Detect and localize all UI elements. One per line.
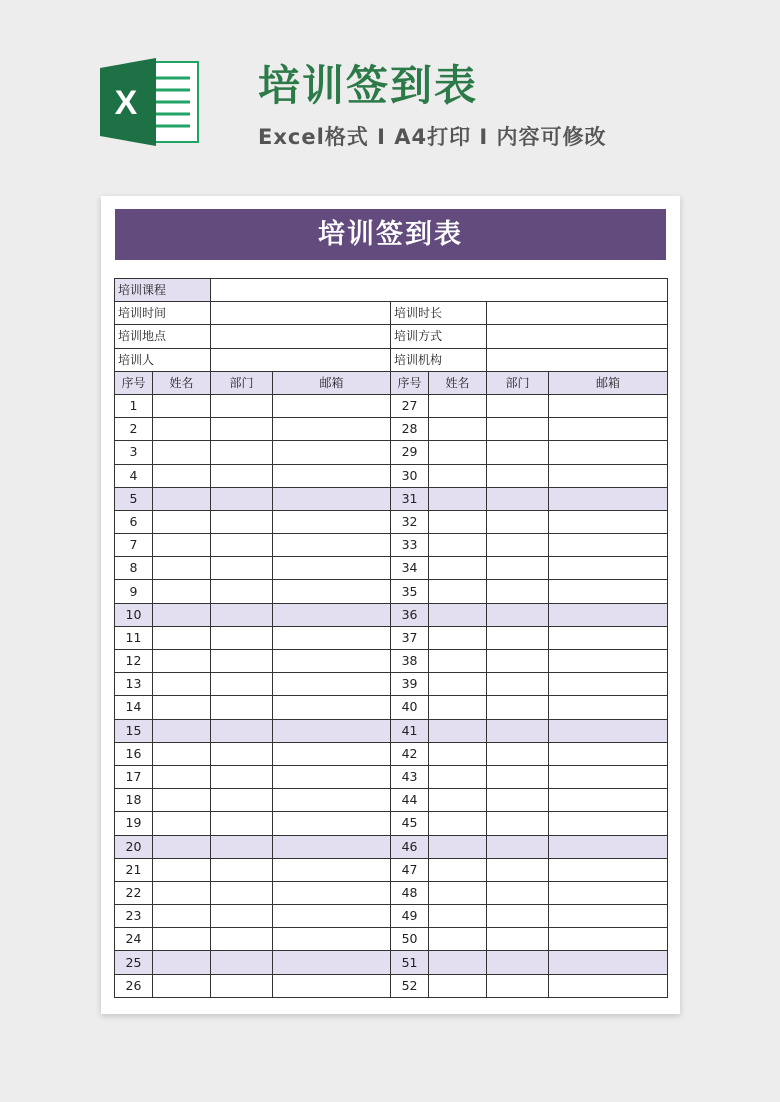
dept-cell[interactable] (211, 510, 273, 533)
email-cell[interactable] (549, 580, 668, 603)
row-number: 9 (115, 580, 153, 603)
dept-cell[interactable] (487, 394, 549, 417)
email-cell[interactable] (549, 487, 668, 510)
dept-cell[interactable] (211, 719, 273, 742)
table-row (115, 858, 668, 881)
dept-cell[interactable] (211, 951, 273, 974)
email-cell[interactable] (273, 835, 391, 858)
table-row (115, 394, 668, 417)
dept-cell[interactable] (211, 603, 273, 626)
dept-cell[interactable] (211, 974, 273, 997)
email-cell[interactable] (273, 881, 391, 904)
table-row (115, 789, 668, 812)
table-row (115, 557, 668, 580)
name-cell[interactable] (429, 951, 487, 974)
name-cell[interactable] (429, 650, 487, 673)
email-cell[interactable] (273, 626, 391, 649)
dept-cell[interactable] (487, 464, 549, 487)
name-cell[interactable] (153, 603, 211, 626)
row-number: 40 (391, 696, 429, 719)
email-cell[interactable] (273, 487, 391, 510)
email-cell[interactable] (273, 742, 391, 765)
name-cell[interactable] (153, 626, 211, 649)
dept-cell[interactable] (211, 650, 273, 673)
row-number: 38 (391, 650, 429, 673)
row-number: 52 (391, 974, 429, 997)
email-cell[interactable] (549, 510, 668, 533)
row-number: 45 (391, 812, 429, 835)
email-cell[interactable] (273, 464, 391, 487)
name-cell[interactable] (429, 719, 487, 742)
dept-cell[interactable] (211, 418, 273, 441)
row-number: 33 (391, 534, 429, 557)
table-row (115, 418, 668, 441)
email-cell[interactable] (549, 789, 668, 812)
dept-cell[interactable] (487, 580, 549, 603)
label-person: 培训人 (115, 348, 211, 371)
info-row-time (115, 302, 668, 325)
row-number: 34 (391, 557, 429, 580)
table-row (115, 881, 668, 904)
row-number: 49 (391, 905, 429, 928)
email-cell[interactable] (273, 696, 391, 719)
dept-cell[interactable] (211, 858, 273, 881)
row-number: 31 (391, 487, 429, 510)
dept-cell[interactable] (211, 905, 273, 928)
email-cell[interactable] (549, 858, 668, 881)
dept-cell[interactable] (487, 881, 549, 904)
dept-cell[interactable] (487, 928, 549, 951)
table-row (115, 928, 668, 951)
dept-cell[interactable] (211, 673, 273, 696)
email-cell[interactable] (273, 789, 391, 812)
col-header-name: 姓名 (153, 371, 211, 394)
table-row (115, 765, 668, 788)
email-cell[interactable] (549, 742, 668, 765)
email-cell[interactable] (549, 534, 668, 557)
value-person[interactable] (211, 348, 391, 371)
email-cell[interactable] (273, 928, 391, 951)
excel-logo-letter: X (114, 84, 138, 122)
email-cell[interactable] (273, 557, 391, 580)
name-cell[interactable] (429, 510, 487, 533)
email-cell[interactable] (273, 765, 391, 788)
row-number: 4 (115, 464, 153, 487)
dept-cell[interactable] (487, 905, 549, 928)
dept-cell[interactable] (487, 696, 549, 719)
dept-cell[interactable] (487, 812, 549, 835)
table-row (115, 487, 668, 510)
row-number: 19 (115, 812, 153, 835)
name-cell[interactable] (429, 789, 487, 812)
name-cell[interactable] (429, 487, 487, 510)
col-header-dept: 部门 (487, 371, 549, 394)
name-cell[interactable] (429, 905, 487, 928)
email-cell[interactable] (549, 765, 668, 788)
signin-table (114, 278, 668, 998)
table-row (115, 974, 668, 997)
name-cell[interactable] (429, 974, 487, 997)
row-number: 12 (115, 650, 153, 673)
row-number: 22 (115, 881, 153, 904)
dept-cell[interactable] (487, 742, 549, 765)
email-cell[interactable] (549, 626, 668, 649)
table-row (115, 951, 668, 974)
email-cell[interactable] (273, 418, 391, 441)
email-cell[interactable] (549, 441, 668, 464)
dept-cell[interactable] (211, 789, 273, 812)
row-number: 13 (115, 673, 153, 696)
email-cell[interactable] (273, 603, 391, 626)
table-row (115, 441, 668, 464)
dept-cell[interactable] (211, 580, 273, 603)
name-cell[interactable] (429, 603, 487, 626)
row-number: 37 (391, 626, 429, 649)
dept-cell[interactable] (211, 812, 273, 835)
info-row-location (115, 325, 668, 348)
table-row (115, 534, 668, 557)
row-number: 16 (115, 742, 153, 765)
row-number: 10 (115, 603, 153, 626)
name-cell[interactable] (429, 928, 487, 951)
page-subtitle: Excel格式 I A4打印 I 内容可修改 (258, 125, 607, 149)
dept-cell[interactable] (211, 441, 273, 464)
value-org[interactable] (487, 348, 668, 371)
sheet-title: 培训签到表 (115, 209, 666, 260)
row-number: 2 (115, 418, 153, 441)
row-number: 32 (391, 510, 429, 533)
dept-cell[interactable] (211, 742, 273, 765)
name-cell[interactable] (153, 719, 211, 742)
row-number: 44 (391, 789, 429, 812)
name-cell[interactable] (429, 557, 487, 580)
dept-cell[interactable] (487, 510, 549, 533)
row-number: 30 (391, 464, 429, 487)
row-number: 15 (115, 719, 153, 742)
info-row-course (115, 279, 668, 302)
row-number: 7 (115, 534, 153, 557)
label-duration: 培训时长 (391, 302, 487, 325)
name-cell[interactable] (429, 534, 487, 557)
name-cell[interactable] (153, 951, 211, 974)
name-cell[interactable] (153, 464, 211, 487)
email-cell[interactable] (549, 719, 668, 742)
dept-cell[interactable] (487, 719, 549, 742)
email-cell[interactable] (549, 951, 668, 974)
value-duration[interactable] (487, 302, 668, 325)
row-number: 35 (391, 580, 429, 603)
row-number: 23 (115, 905, 153, 928)
dept-cell[interactable] (487, 557, 549, 580)
dept-cell[interactable] (211, 928, 273, 951)
row-number: 47 (391, 858, 429, 881)
dept-cell[interactable] (211, 487, 273, 510)
name-cell[interactable] (153, 394, 211, 417)
email-cell[interactable] (273, 812, 391, 835)
col-header-email: 邮箱 (549, 371, 668, 394)
name-cell[interactable] (429, 881, 487, 904)
name-cell[interactable] (429, 696, 487, 719)
table-row (115, 626, 668, 649)
name-cell[interactable] (429, 765, 487, 788)
dept-cell[interactable] (487, 650, 549, 673)
row-number: 43 (391, 765, 429, 788)
col-header-dept: 部门 (211, 371, 273, 394)
name-cell[interactable] (429, 580, 487, 603)
name-cell[interactable] (153, 881, 211, 904)
label-method: 培训方式 (391, 325, 487, 348)
row-number: 41 (391, 719, 429, 742)
dept-cell[interactable] (487, 418, 549, 441)
dept-cell[interactable] (487, 765, 549, 788)
dept-cell[interactable] (487, 789, 549, 812)
row-number: 5 (115, 487, 153, 510)
name-cell[interactable] (429, 464, 487, 487)
row-number: 24 (115, 928, 153, 951)
dept-cell[interactable] (487, 835, 549, 858)
dept-cell[interactable] (487, 974, 549, 997)
name-cell[interactable] (153, 742, 211, 765)
name-cell[interactable] (153, 487, 211, 510)
email-cell[interactable] (549, 418, 668, 441)
email-cell[interactable] (273, 650, 391, 673)
email-cell[interactable] (549, 603, 668, 626)
row-number: 29 (391, 441, 429, 464)
name-cell[interactable] (153, 441, 211, 464)
email-cell[interactable] (549, 394, 668, 417)
value-course[interactable] (211, 279, 668, 302)
dept-cell[interactable] (211, 881, 273, 904)
dept-cell[interactable] (487, 858, 549, 881)
dept-cell[interactable] (211, 557, 273, 580)
row-number: 21 (115, 858, 153, 881)
email-cell[interactable] (549, 974, 668, 997)
email-cell[interactable] (549, 464, 668, 487)
email-cell[interactable] (273, 510, 391, 533)
name-cell[interactable] (153, 534, 211, 557)
dept-cell[interactable] (487, 441, 549, 464)
row-number: 26 (115, 974, 153, 997)
name-cell[interactable] (153, 789, 211, 812)
email-cell[interactable] (549, 696, 668, 719)
col-header-number: 序号 (115, 371, 153, 394)
page-title: 培训签到表 (258, 61, 479, 110)
info-row-person (115, 348, 668, 371)
name-cell[interactable] (429, 812, 487, 835)
name-cell[interactable] (153, 835, 211, 858)
column-header-row (115, 371, 668, 394)
name-cell[interactable] (153, 650, 211, 673)
name-cell[interactable] (153, 673, 211, 696)
name-cell[interactable] (153, 510, 211, 533)
dept-cell[interactable] (487, 951, 549, 974)
table-row (115, 905, 668, 928)
name-cell[interactable] (153, 580, 211, 603)
email-cell[interactable] (549, 881, 668, 904)
table-row (115, 696, 668, 719)
name-cell[interactable] (429, 418, 487, 441)
row-number: 25 (115, 951, 153, 974)
row-number: 17 (115, 765, 153, 788)
name-cell[interactable] (153, 812, 211, 835)
label-org: 培训机构 (391, 348, 487, 371)
email-cell[interactable] (273, 580, 391, 603)
dept-cell[interactable] (211, 765, 273, 788)
dept-cell[interactable] (487, 487, 549, 510)
email-cell[interactable] (273, 673, 391, 696)
dept-cell[interactable] (211, 464, 273, 487)
row-number: 50 (391, 928, 429, 951)
col-header-number: 序号 (391, 371, 429, 394)
table-row (115, 673, 668, 696)
name-cell[interactable] (429, 626, 487, 649)
email-cell[interactable] (549, 812, 668, 835)
dept-cell[interactable] (211, 394, 273, 417)
row-number: 6 (115, 510, 153, 533)
name-cell[interactable] (153, 418, 211, 441)
table-row (115, 742, 668, 765)
name-cell[interactable] (429, 441, 487, 464)
value-location[interactable] (211, 325, 391, 348)
email-cell[interactable] (549, 650, 668, 673)
value-method[interactable] (487, 325, 668, 348)
table-row (115, 580, 668, 603)
name-cell[interactable] (153, 905, 211, 928)
dept-cell[interactable] (487, 603, 549, 626)
name-cell[interactable] (153, 765, 211, 788)
row-number: 42 (391, 742, 429, 765)
dept-cell[interactable] (211, 534, 273, 557)
row-number: 18 (115, 789, 153, 812)
email-cell[interactable] (273, 394, 391, 417)
name-cell[interactable] (153, 696, 211, 719)
email-cell[interactable] (273, 951, 391, 974)
label-course: 培训课程 (115, 279, 211, 302)
email-cell[interactable] (273, 905, 391, 928)
dept-cell[interactable] (211, 835, 273, 858)
name-cell[interactable] (153, 557, 211, 580)
row-number: 48 (391, 881, 429, 904)
name-cell[interactable] (429, 742, 487, 765)
email-cell[interactable] (273, 858, 391, 881)
email-cell[interactable] (273, 534, 391, 557)
label-time: 培训时间 (115, 302, 211, 325)
name-cell[interactable] (429, 835, 487, 858)
row-number: 36 (391, 603, 429, 626)
email-cell[interactable] (549, 835, 668, 858)
email-cell[interactable] (549, 673, 668, 696)
col-header-email: 邮箱 (273, 371, 391, 394)
table-row (115, 603, 668, 626)
col-header-name: 姓名 (429, 371, 487, 394)
row-number: 51 (391, 951, 429, 974)
row-number: 11 (115, 626, 153, 649)
table-row (115, 650, 668, 673)
name-cell[interactable] (153, 928, 211, 951)
row-number: 20 (115, 835, 153, 858)
email-cell[interactable] (273, 719, 391, 742)
table-row (115, 510, 668, 533)
email-cell[interactable] (549, 557, 668, 580)
row-number: 46 (391, 835, 429, 858)
dept-cell[interactable] (487, 626, 549, 649)
dept-cell[interactable] (487, 534, 549, 557)
email-cell[interactable] (549, 928, 668, 951)
name-cell[interactable] (429, 858, 487, 881)
row-number: 27 (391, 394, 429, 417)
value-time[interactable] (211, 302, 391, 325)
email-cell[interactable] (549, 905, 668, 928)
email-cell[interactable] (273, 441, 391, 464)
email-cell[interactable] (273, 974, 391, 997)
name-cell[interactable] (153, 858, 211, 881)
excel-logo-icon (100, 56, 200, 148)
name-cell[interactable] (429, 394, 487, 417)
name-cell[interactable] (429, 673, 487, 696)
name-cell[interactable] (153, 974, 211, 997)
dept-cell[interactable] (211, 696, 273, 719)
dept-cell[interactable] (211, 626, 273, 649)
label-location: 培训地点 (115, 325, 211, 348)
row-number: 39 (391, 673, 429, 696)
table-row (115, 812, 668, 835)
row-number: 1 (115, 394, 153, 417)
table-row (115, 719, 668, 742)
row-number: 3 (115, 441, 153, 464)
row-number: 14 (115, 696, 153, 719)
table-row (115, 464, 668, 487)
dept-cell[interactable] (487, 673, 549, 696)
row-number: 28 (391, 418, 429, 441)
sheet-paper (101, 196, 680, 1014)
table-row (115, 835, 668, 858)
row-number: 8 (115, 557, 153, 580)
